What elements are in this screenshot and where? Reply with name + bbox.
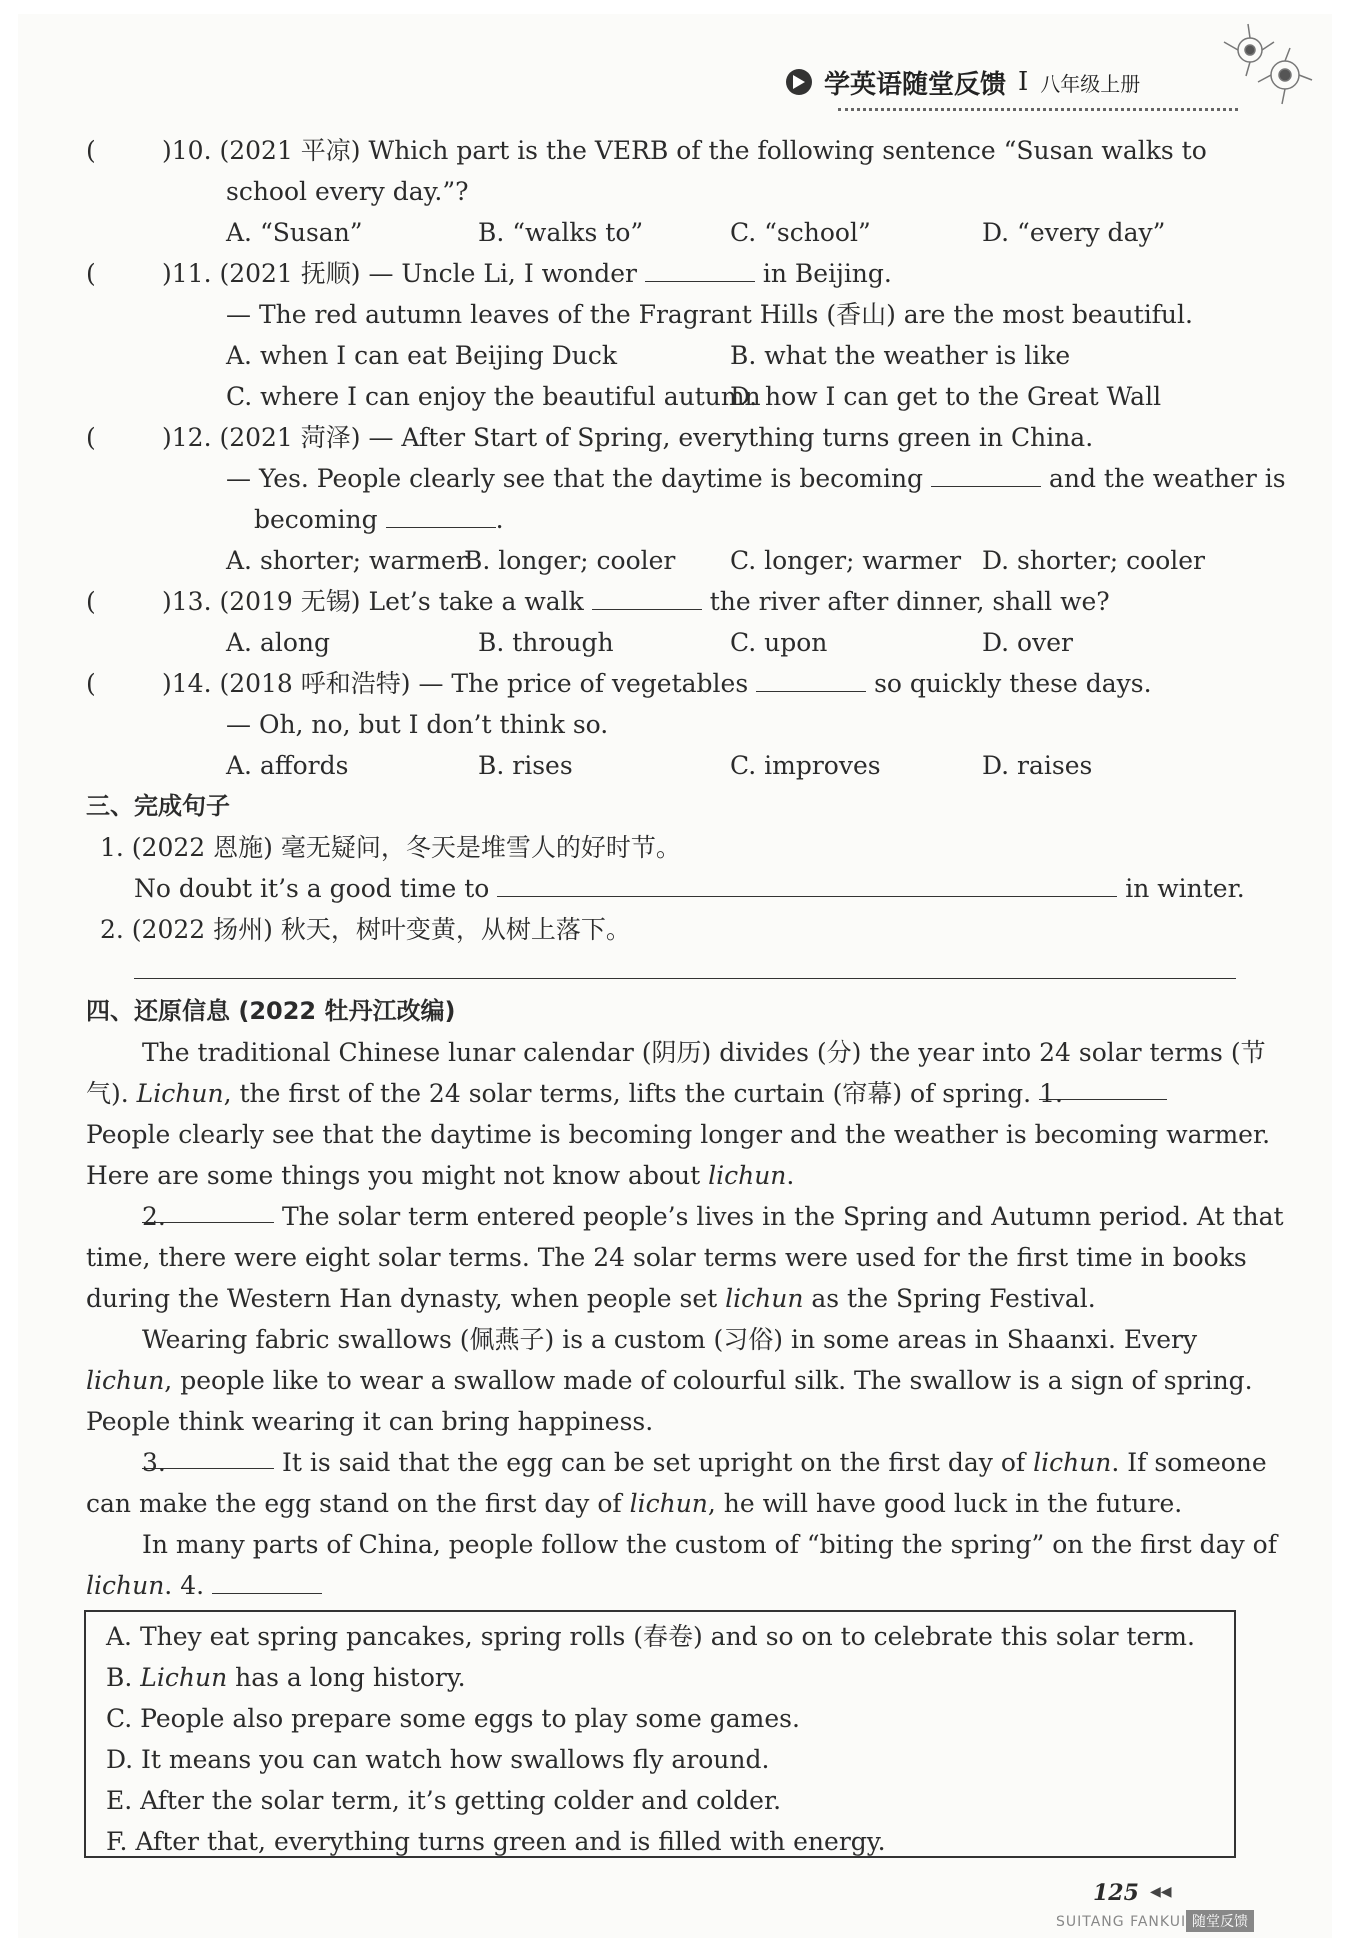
option-f[interactable]: F. After that, everything turns green and is filled with energy. [106,1827,886,1856]
question-13 [86,581,1236,622]
answer-bracket[interactable]: ( [86,423,96,452]
option-b[interactable]: B. what the weather is like [730,341,1071,370]
sentence-text: in winter. [1125,874,1245,903]
header-separator: I [1018,67,1029,97]
sentence-text: No doubt it’s a good time to [134,874,490,903]
answer-blank-4[interactable] [212,1567,322,1594]
answer-blank-2[interactable]: 2. [142,1196,274,1223]
passage-line: 3. It is said that the egg can be set upright on the first day of lichun. If someone [86,1442,1236,1483]
option-e[interactable]: E. After the solar term, it’s getting colder and colder. [106,1786,782,1815]
option-a[interactable]: A. affords [226,751,349,780]
sentence-prompt: 1. (2022 恩施) 毫无疑问，冬天是堆雪人的好时节。 [100,833,681,862]
passage-line: lichun. 4. [86,1565,1236,1606]
question-text: )11. (2021 抚顺) — Uncle Li, I wonder [162,259,637,288]
option-c[interactable]: C. People also prepare some eggs to play some games. [106,1704,800,1733]
option-b[interactable]: B. longer; cooler [464,546,676,575]
dialog-line: — The red autumn leaves of the Fragrant Hills (香山) are the most beautiful. [226,300,1193,329]
flower-decoration-icon [1210,20,1320,110]
passage-line: can make the egg stand on the first day of lichun, he will have good luck in the future. [86,1489,1183,1518]
answer-blank[interactable] [497,870,1117,897]
answer-blank[interactable] [931,460,1041,487]
footer-brand: SUITANG FANKUI [1056,1914,1187,1930]
question-14 [86,663,1236,704]
page-number: 125 [1093,1880,1139,1906]
option-a[interactable]: A. They eat spring pancakes, spring rolls (春卷) and so on to celebrate this solar term. [106,1622,1195,1651]
question-text: in Beijing. [762,259,892,288]
option-a[interactable]: A. “Susan” [226,218,363,247]
cloze-passage [86,1032,1284,1606]
options-row [86,376,1236,417]
question-text: the river after dinner, shall we? [709,587,1110,616]
dialog-text: and the weather is [1048,464,1286,493]
option-d[interactable]: D. raises [982,751,1093,780]
question-12 [86,417,1236,458]
footer-tag: 随堂反馈 [1186,1910,1254,1932]
option-d[interactable]: D. It means you can watch how swallows fly around. [106,1745,770,1774]
question-text: so quickly these days. [874,669,1152,698]
options-row [86,540,1236,581]
option-c[interactable]: C. longer; warmer [730,546,962,575]
answer-blank[interactable] [756,665,866,692]
answer-blank-3[interactable]: 3. [142,1442,274,1469]
option-a[interactable]: A. along [226,628,331,657]
option-c[interactable]: C. upon [730,628,828,657]
header-grade: 八年级上册 [1040,71,1141,96]
sentence-prompt: 2. (2022 扬州) 秋天，树叶变黄，从树上落下。 [100,915,631,944]
answer-blank[interactable] [386,501,496,528]
passage-line: The traditional Chinese lunar calendar (阴历) divides (分) the year into 24 solar terms (节 [142,1038,1266,1067]
sentence-answer-line [86,868,1245,909]
answer-blank[interactable] [645,255,755,282]
passage-line: during the Western Han dynasty, when people set lichun as the Spring Festival. [86,1284,1096,1313]
option-d[interactable]: D. how I can get to the Great Wall [730,382,1162,411]
header-brand [786,62,1140,102]
question-11 [86,253,1236,294]
options-row [86,745,1236,786]
dialog-text: becoming [254,505,378,534]
section-4-title: 四、还原信息 (2022 牡丹江改编) [86,997,456,1025]
answer-blank-1[interactable]: 1. [1039,1073,1167,1100]
section-3-title: 三、完成句子 [86,792,230,820]
passage-line: In many parts of China, people follow the custom of “biting the spring” on the first day of [142,1530,1277,1559]
question-text-cont: school every day.”? [226,177,469,206]
dialog-text: . [495,505,504,534]
answer-bracket[interactable]: ( [86,259,96,288]
options-row [86,622,1236,663]
option-b[interactable]: B. Lichun has a long history. [106,1663,466,1692]
options-row [86,212,1236,253]
question-10 [86,130,1236,171]
option-d[interactable]: D. shorter; cooler [982,546,1205,575]
options-box [84,1610,1236,1858]
passage-line: 气). Lichun, the first of the 24 solar terms, lifts the curtain (帘幕) of spring. 1. [86,1073,1236,1114]
play-icon [786,69,812,95]
passage-line: lichun, people like to wear a swallow made of colourful silk. The swallow is a sign of spring. [86,1366,1253,1395]
rewind-arrow-icon: ◀◀ [1150,1884,1172,1900]
passage-line: time, there were eight solar terms. The 24 solar terms were used for the first time in books [86,1243,1247,1272]
passage-line: People clearly see that the daytime is becoming longer and the weather is becoming warmer. [86,1120,1271,1149]
question-content [86,130,1286,1606]
option-c[interactable]: C. improves [730,751,881,780]
dialog-line [86,499,1236,540]
passage-line: 2. The solar term entered people’s lives in the Spring and Autumn period. At that [86,1196,1236,1237]
option-a[interactable]: A. when I can eat Beijing Duck [226,341,618,370]
passage-line: Here are some things you might not know about lichun. [86,1161,795,1190]
options-row [86,335,1236,376]
answer-bracket[interactable]: ( [86,587,96,616]
option-d[interactable]: D. “every day” [982,218,1166,247]
option-b[interactable]: B. “walks to” [478,218,644,247]
header-title: 学英语随堂反馈 [824,69,1007,100]
question-text: )12. (2021 菏泽) — After Start of Spring, everything turns green in China. [162,423,1094,452]
option-a[interactable]: A. shorter; warmer [226,546,468,575]
passage-line: People think wearing it can bring happiness. [86,1407,654,1436]
question-text: )10. (2021 平凉) Which part is the VERB of the following sentence “Susan walks to [162,136,1207,165]
option-b[interactable]: B. through [478,628,614,657]
dialog-line: — Oh, no, but I don’t think so. [226,710,609,739]
header-divider [838,108,1238,111]
question-text: )13. (2019 无锡) Let’s take a walk [162,587,584,616]
option-c[interactable]: C. “school” [730,218,871,247]
option-c[interactable]: C. where I can enjoy the beautiful autumn [226,382,761,411]
passage-line: Wearing fabric swallows (佩燕子) is a custom (习俗) in some areas in Shaanxi. Every [142,1325,1198,1354]
question-text: )14. (2018 呼和浩特) — The price of vegetables [162,669,749,698]
answer-blank[interactable] [592,583,702,610]
dialog-line [86,458,1286,499]
option-d[interactable]: D. over [982,628,1073,657]
option-b[interactable]: B. rises [478,751,573,780]
answer-bracket[interactable]: ( [86,136,96,165]
dialog-text: — Yes. People clearly see that the daytime is becoming [226,464,924,493]
answer-line[interactable] [86,950,1236,991]
answer-bracket[interactable]: ( [86,669,96,698]
